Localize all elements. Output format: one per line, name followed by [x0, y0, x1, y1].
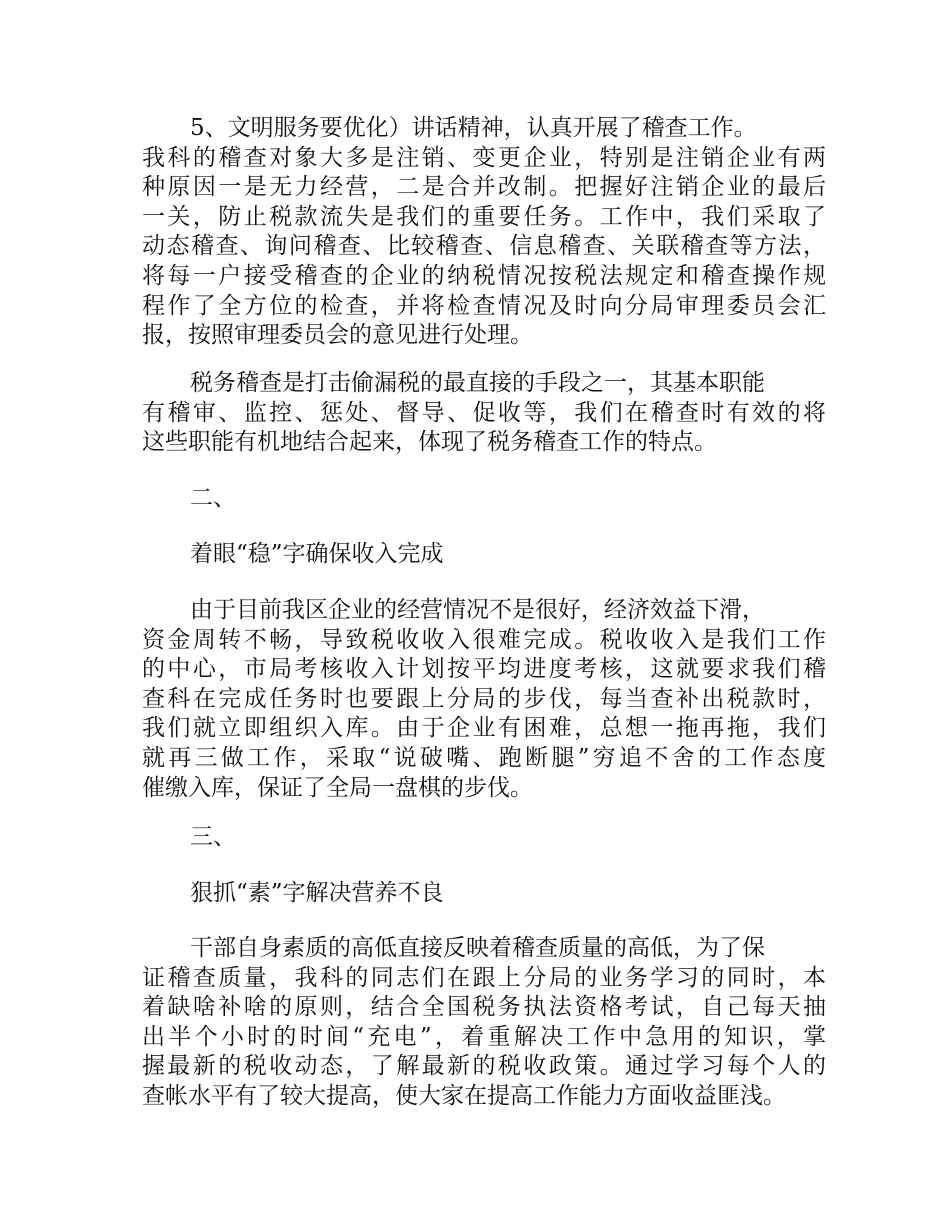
text-line: 查帐水平有了较大提高，使大家在提高工作能力方面收益匪浅。: [142, 1082, 786, 1109]
text-line: 催缴入库，保证了全局一盘棋的步伐。: [142, 774, 533, 801]
text-line: 我科的稽查对象大多是注销、变更企业，特别是注销企业有两: [142, 144, 826, 171]
section-title-three: [142, 879, 826, 909]
section-heading: 着眼“稳”字确保收入完成: [190, 541, 444, 567]
text-line: 资金周转不畅，导致税收收入很难完成。税收收入是我们工作: [142, 626, 826, 653]
text-line: 的中心，市局考核收入计划按平均进度考核，这就要求我们稽: [142, 656, 826, 683]
text-line: 税务稽查是打击偷漏税的最直接的手段之一，其基本职能: [190, 370, 765, 396]
text-line: 就再三做工作，采取“说破嘴、跑断腿”穷追不舍的工作态度: [142, 744, 826, 771]
section-heading-number: 三、: [190, 824, 236, 850]
text-line: 由于目前我区企业的经营情况不是很好，经济效益下滑，: [190, 597, 765, 623]
text-line: 有稽审、监控、惩处、督导、促收等，我们在稽查时有效的将: [142, 399, 826, 426]
paragraph-audit-functions: [142, 369, 826, 458]
section-number-two: [142, 484, 826, 514]
section-heading: 狠抓“素”字解决营养不良: [190, 880, 444, 906]
text-line: 出半个小时的时间“充电”，着重解决工作中急用的知识，掌: [142, 1023, 826, 1050]
section-title-two: [142, 540, 826, 570]
text-line: 5、文明服务要优化）讲话精神，认真开展了稽查工作。: [190, 115, 757, 141]
text-line: 报，按照审理委员会的意见进行处理。: [142, 322, 533, 349]
text-line: 着缺啥补啥的原则，结合全国税务执法资格考试，自己每天抽: [142, 994, 826, 1021]
text-line: 证稽查质量，我科的同志们在跟上分局的业务学习的同时，本: [142, 964, 826, 991]
paragraph-work-summary: [142, 114, 826, 351]
text-line: 一关，防止税款流失是我们的重要任务。工作中，我们采取了: [142, 203, 826, 230]
text-line: 将每一户接受稽查的企业的纳税情况按税法规定和稽查操作规: [142, 262, 826, 289]
text-line: 程作了全方位的检查，并将检查情况及时向分局审理委员会汇: [142, 292, 826, 319]
text-line: 这些职能有机地结合起来，体现了税务稽查工作的特点。: [142, 429, 717, 456]
text-line: 握最新的税收动态，了解最新的税收政策。通过学习每个人的: [142, 1053, 826, 1080]
section-number-three: [142, 823, 826, 853]
text-line: 我们就立即组织入库。由于企业有困难，总想一拖再拖，我们: [142, 715, 826, 742]
text-line: 动态稽查、询问稽查、比较稽查、信息稽查、关联稽查等方法，: [142, 233, 826, 260]
section-heading-number: 二、: [190, 485, 236, 511]
text-line: 查科在完成任务时也要跟上分局的步伐，每当查补出税款时，: [142, 685, 826, 712]
text-line: 种原因一是无力经营，二是合并改制。把握好注销企业的最后: [142, 174, 826, 201]
text-line: 干部自身素质的高低直接反映着稽查质量的高低，为了保: [190, 935, 765, 961]
paragraph-training: [142, 934, 826, 1112]
paragraph-revenue: [142, 596, 826, 803]
